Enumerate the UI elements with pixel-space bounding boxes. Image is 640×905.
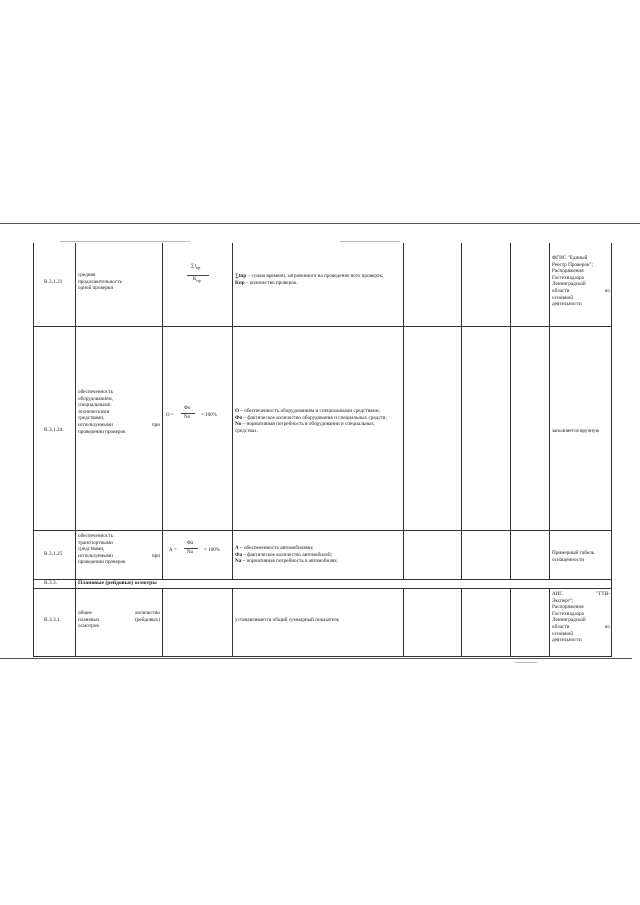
scan-artifact-line (515, 662, 537, 663)
grid-line (33, 243, 34, 656)
grid-line (510, 588, 511, 656)
grid-line (403, 588, 404, 656)
grid-line (162, 588, 163, 656)
formula-denominator: Nа (187, 550, 193, 555)
bottom-page-rule (0, 658, 632, 659)
data-source: Примерный табель оснащенности (552, 550, 595, 563)
description: А – обеспеченность автомобилями; Фа – фактическое количество автомобилей; Nа – нормативная потребность в автомобилях. (235, 545, 339, 565)
fraction-bar (187, 275, 209, 276)
row-code: В.3.1.25 (44, 551, 63, 557)
scan-artifact-line (60, 241, 190, 242)
description-line: Кпр – количество проверок. (235, 279, 298, 286)
grid-line (33, 530, 612, 531)
formula-tail: × 100% (201, 413, 217, 418)
formula-lhs: А = (169, 548, 177, 553)
grid-line (549, 588, 550, 656)
data-source: ФГИС "Единый Реестр Проверок"; Распоряжения Гостехнадзора Ленинградской области по основной деятельности (552, 255, 610, 308)
formula-numerator: Фа (187, 541, 194, 546)
grid-line (162, 243, 163, 579)
formula-denominator: $К_{пр}$ (193, 277, 201, 283)
grid-line (33, 656, 612, 657)
indicator-line: одной проверки (78, 285, 114, 292)
grid-line (549, 243, 550, 579)
indicator-name (78, 272, 160, 292)
row-code: В.3.1.24. (44, 427, 64, 433)
grid-line (232, 588, 233, 656)
fraction-bar (184, 548, 198, 549)
grid-line (510, 243, 511, 579)
formula-lhs: О = (166, 413, 174, 418)
description: устанавливается общий суммарный показатель (235, 617, 340, 623)
row-code: В.3.1.23 (44, 279, 63, 285)
grid-line (33, 326, 612, 327)
indicator-name: обеспеченность транспортными средствами, используемыми при проведении проверок (78, 533, 160, 566)
top-page-rule (0, 223, 640, 224)
formula-denominator: Nо (184, 415, 191, 420)
grid-line (33, 588, 612, 589)
data-source: заполняется вручную (552, 428, 600, 434)
formula-tail: × 100% (204, 548, 220, 553)
indicator-line: продолжительность (78, 278, 122, 285)
section-title: Плановые (рейдовые) осмотры (78, 580, 157, 586)
formula-numerator: $\sum t_{пр}$ (191, 264, 201, 270)
row-code: В.3.3.1. (44, 617, 62, 623)
fraction-bar (181, 413, 195, 414)
grid-line (75, 243, 76, 656)
description: О – обеспеченность оборудованием и специальными средствами; Фо – фактическое количество оборудования и специальных средств; Nо – нормативная потребность в оборудовании и специальных средствах. (235, 408, 387, 434)
description-line: ∑tпр – сумма времени, затраченного на проведение всех проверок; (235, 273, 384, 279)
grid-line (461, 243, 462, 579)
section-code: В.3.3. (44, 580, 58, 586)
scan-artifact-line (340, 241, 400, 242)
grid-line (232, 243, 233, 579)
description (235, 273, 397, 286)
formula-numerator: Фо (184, 406, 191, 411)
grid-line (611, 243, 612, 656)
indicator-name: общее количество плановых (рейдовых) осмотров (78, 610, 160, 630)
indicator-name: обеспеченность оборудованием, специальными техническими средствами, используемыми при проведении проверок (78, 389, 160, 435)
data-source: АИС "ГТН- Эксперт"; Распоряжения Гостехнадзора Ленинградской области по основной деятельности (552, 591, 610, 644)
grid-line (461, 588, 462, 656)
indicator-line: средняя (78, 272, 96, 278)
grid-line (403, 243, 404, 579)
